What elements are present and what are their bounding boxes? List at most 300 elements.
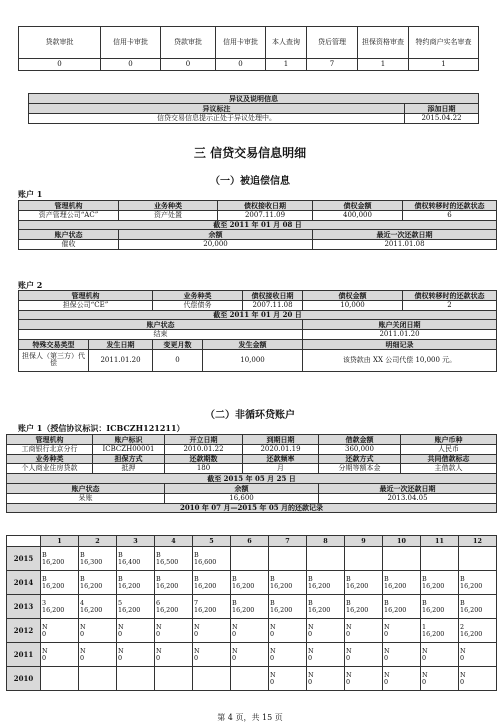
history-row — [7, 595, 497, 619]
col-header: 变更月数 — [153, 339, 203, 349]
history-amount: 16,200 — [384, 605, 407, 614]
cell: 资产处置 — [119, 210, 218, 220]
history-cell — [269, 619, 307, 643]
col-header: 最近一次还款日期 — [313, 230, 497, 240]
history-status: N — [270, 622, 276, 631]
history-cell — [307, 571, 345, 595]
history-cell — [117, 619, 155, 643]
approval-header: 特约商户实名审查 — [409, 27, 479, 59]
history-row — [7, 619, 497, 643]
col-header: 余额 — [165, 483, 319, 493]
year-label: 2015 — [7, 547, 41, 571]
history-status: N — [118, 646, 124, 655]
history-amount: 0 — [270, 629, 275, 638]
col-header: 借款金额 — [319, 435, 401, 445]
history-status: 3 — [42, 598, 47, 607]
cell: 担保人（第三方）代偿 — [19, 349, 89, 371]
cell: 2007.11.08 — [243, 300, 303, 310]
history-amount: 16,200 — [194, 605, 217, 614]
history-amount: 0 — [194, 653, 199, 662]
history-cell — [421, 571, 459, 595]
history-amount: 16,600 — [194, 557, 217, 566]
history-amount: 0 — [194, 629, 199, 638]
cell: 2007.11.09 — [218, 210, 313, 220]
month-header: 5 — [193, 536, 231, 547]
history-amount: 0 — [346, 677, 351, 686]
history-status: B — [308, 574, 313, 583]
history-cell — [383, 595, 421, 619]
query-summary-table — [18, 26, 479, 71]
history-cell — [269, 571, 307, 595]
history-cell — [193, 619, 231, 643]
history-status: N — [118, 622, 124, 631]
cell: 6 — [403, 210, 497, 220]
history-cell — [383, 619, 421, 643]
history-cell — [231, 547, 269, 571]
history-status: B — [346, 574, 351, 583]
cell: 人民币 — [401, 444, 497, 454]
history-amount: 16,200 — [460, 629, 483, 638]
repayment-history-table — [6, 535, 497, 691]
year-label: 2013 — [7, 595, 41, 619]
history-row — [7, 667, 497, 691]
approval-value: 0 — [101, 59, 161, 71]
history-status: B — [422, 574, 427, 583]
history-status: N — [346, 622, 352, 631]
history-cell — [155, 667, 193, 691]
history-cell — [307, 595, 345, 619]
history-amount: 16,200 — [156, 581, 179, 590]
history-cell — [231, 643, 269, 667]
history-cell — [383, 667, 421, 691]
month-header: 10 — [383, 536, 421, 547]
history-cell — [155, 571, 193, 595]
history-status: B — [194, 550, 199, 559]
history-amount: 0 — [42, 653, 47, 662]
col-header: 共同借款标志 — [401, 454, 497, 464]
objection-title: 异议及说明信息 — [29, 94, 479, 104]
history-cell — [383, 547, 421, 571]
approval-value: 0 — [19, 59, 101, 71]
history-cell — [41, 667, 79, 691]
month-header: 9 — [345, 536, 383, 547]
history-cell — [307, 547, 345, 571]
cell: 资产管理公司“AC” — [19, 210, 119, 220]
history-amount: 0 — [156, 653, 161, 662]
col-header: 账户状态 — [19, 320, 303, 330]
history-status: B — [156, 574, 161, 583]
history-amount: 16,200 — [118, 581, 141, 590]
history-cell — [155, 643, 193, 667]
history-amount: 16,200 — [42, 605, 65, 614]
history-status: N — [308, 670, 314, 679]
history-corner — [7, 536, 41, 547]
col-header: 账户状态 — [19, 230, 119, 240]
history-cell — [193, 643, 231, 667]
account-label: 账户 2 — [18, 280, 43, 290]
history-amount: 16,200 — [460, 581, 483, 590]
approval-header: 担保资格审查 — [358, 27, 409, 59]
col-header: 到期日期 — [243, 435, 319, 445]
history-status: B — [346, 598, 351, 607]
history-status: N — [270, 670, 276, 679]
loan-account-table — [6, 434, 497, 513]
history-amount: 16,300 — [80, 557, 103, 566]
history-amount: 16,200 — [346, 605, 369, 614]
history-cell — [193, 571, 231, 595]
history-amount: 0 — [384, 677, 389, 686]
col-header: 发生金额 — [203, 339, 303, 349]
history-amount: 0 — [42, 629, 47, 638]
history-cell — [345, 571, 383, 595]
history-row — [7, 547, 497, 571]
col-header: 还款方式 — [319, 454, 401, 464]
history-amount: 16,200 — [346, 581, 369, 590]
col-header: 债权接收日期 — [243, 291, 303, 301]
history-amount: 0 — [422, 677, 427, 686]
month-header: 8 — [307, 536, 345, 547]
account-label: 账户 1（授信协议标识：ICBCZH121211） — [18, 423, 185, 433]
col-header: 账户币种 — [401, 435, 497, 445]
page-footer: 第 4 页，共 15 页 — [217, 713, 283, 722]
history-status: 7 — [194, 598, 199, 607]
history-status: B — [156, 550, 161, 559]
cell: 20,000 — [119, 240, 313, 250]
approval-value: 0 — [216, 59, 266, 71]
history-cell — [79, 619, 117, 643]
history-status: B — [422, 598, 427, 607]
history-status: B — [270, 574, 275, 583]
history-amount: 0 — [308, 653, 313, 662]
history-status: N — [460, 670, 466, 679]
recovery-account-1-table — [18, 200, 497, 250]
history-status: N — [194, 646, 200, 655]
history-status: N — [460, 646, 466, 655]
history-amount: 0 — [270, 653, 275, 662]
history-amount: 16,200 — [232, 605, 255, 614]
history-amount: 16,200 — [422, 605, 445, 614]
approval-header: 贷款审批 — [161, 27, 216, 59]
history-cell — [421, 643, 459, 667]
history-amount: 0 — [118, 629, 123, 638]
cell: 180 — [165, 464, 243, 474]
history-cell — [459, 619, 497, 643]
history-status: B — [118, 550, 123, 559]
history-cell — [269, 595, 307, 619]
history-status: N — [232, 646, 238, 655]
history-status: 5 — [118, 598, 123, 607]
history-cell — [117, 643, 155, 667]
approval-value: 0 — [161, 59, 216, 71]
col-header: 特殊交易类型 — [19, 339, 89, 349]
history-cell — [269, 643, 307, 667]
month-header: 7 — [269, 536, 307, 547]
history-amount: 16,200 — [384, 581, 407, 590]
col-header: 管理机构 — [19, 291, 153, 301]
col-header: 最近一次还款日期 — [319, 483, 497, 493]
history-cell — [117, 595, 155, 619]
month-header: 12 — [459, 536, 497, 547]
col-header: 余额 — [119, 230, 313, 240]
history-cell — [307, 619, 345, 643]
col-header: 管理机构 — [7, 435, 93, 445]
approval-header: 贷后管理 — [307, 27, 358, 59]
cell: 工商银行北京分行 — [7, 444, 93, 454]
history-cell — [231, 619, 269, 643]
history-cell — [345, 619, 383, 643]
history-status: B — [194, 574, 199, 583]
approval-value: 7 — [307, 59, 358, 71]
year-label: 2014 — [7, 571, 41, 595]
cell: 呆账 — [7, 493, 165, 503]
history-amount: 0 — [156, 629, 161, 638]
cell: 该贷款由 XX 公司代偿 10,000 元。 — [303, 349, 497, 371]
col-header: 业务种类 — [153, 291, 243, 301]
objection-text: 信贷交易信息提示正处于异议处理中。 — [29, 114, 405, 124]
history-cell — [193, 667, 231, 691]
history-amount: 16,200 — [42, 557, 65, 566]
year-label: 2011 — [7, 643, 41, 667]
history-status: B — [460, 598, 465, 607]
history-amount: 16,200 — [308, 605, 331, 614]
col-header: 账户标识 — [93, 435, 165, 445]
history-amount: 0 — [422, 653, 427, 662]
history-status: N — [384, 670, 390, 679]
history-cell — [79, 667, 117, 691]
history-cell — [117, 571, 155, 595]
year-label: 2010 — [7, 667, 41, 691]
objection-table — [28, 93, 479, 124]
history-cell — [117, 547, 155, 571]
col-header: 账户状态 — [7, 483, 165, 493]
recovery-account-2-table — [18, 290, 497, 372]
objection-date: 2015.04.22 — [405, 114, 479, 124]
history-amount: 16,200 — [232, 581, 255, 590]
col-header: 债权金额 — [303, 291, 403, 301]
cell: 分期等额本金 — [319, 464, 401, 474]
history-amount: 16,200 — [156, 605, 179, 614]
history-amount: 16,200 — [42, 581, 65, 590]
cell: 担保公司“CE” — [19, 300, 153, 310]
history-cell — [269, 667, 307, 691]
history-cell — [79, 595, 117, 619]
history-amount: 0 — [346, 653, 351, 662]
history-amount: 16,200 — [422, 581, 445, 590]
history-row — [7, 643, 497, 667]
history-status: B — [232, 598, 237, 607]
history-cell — [193, 595, 231, 619]
history-status: N — [384, 622, 390, 631]
history-cell — [345, 643, 383, 667]
cell: 2011.01.20 — [303, 330, 497, 340]
as-of-date: 截至 2015 年 05 月 25 日 — [7, 474, 497, 484]
approval-value: 1 — [358, 59, 409, 71]
history-cell — [307, 643, 345, 667]
history-cell — [345, 595, 383, 619]
year-label: 2012 — [7, 619, 41, 643]
history-cell — [345, 547, 383, 571]
cell: 催收 — [19, 240, 119, 250]
history-status: N — [156, 646, 162, 655]
history-status: B — [384, 598, 389, 607]
history-status: B — [460, 574, 465, 583]
history-cell — [383, 571, 421, 595]
cell: 400,000 — [313, 210, 403, 220]
history-amount: 16,200 — [118, 605, 141, 614]
history-cell — [231, 595, 269, 619]
col-header: 还款期数 — [165, 454, 243, 464]
history-cell — [459, 547, 497, 571]
col-header: 债权转移时的还款状态 — [403, 291, 497, 301]
approval-value: 1 — [266, 59, 307, 71]
history-amount: 16,200 — [422, 629, 445, 638]
approval-header: 信用卡审批 — [216, 27, 266, 59]
cell: 2 — [403, 300, 497, 310]
cell: 0 — [153, 349, 203, 371]
cell: 个人商业住房贷款 — [7, 464, 93, 474]
cell: 月 — [243, 464, 319, 474]
col-header: 还款频率 — [243, 454, 319, 464]
col-header: 管理机构 — [19, 201, 119, 211]
history-status: N — [346, 646, 352, 655]
history-cell — [459, 595, 497, 619]
history-cell — [41, 571, 79, 595]
objection-col-date: 添加日期 — [405, 104, 479, 114]
history-amount: 0 — [346, 629, 351, 638]
history-amount: 16,200 — [460, 605, 483, 614]
history-title: 2010 年 07 月—2015 年 05 月的还款记录 — [7, 503, 497, 513]
history-status: B — [80, 550, 85, 559]
history-status: N — [422, 646, 428, 655]
cell: 16,600 — [165, 493, 319, 503]
history-cell — [193, 547, 231, 571]
history-status: B — [232, 574, 237, 583]
month-header: 4 — [155, 536, 193, 547]
history-status: N — [270, 646, 276, 655]
history-status: N — [80, 646, 86, 655]
month-header: 11 — [421, 536, 459, 547]
approval-header: 信用卡审批 — [101, 27, 161, 59]
history-cell — [155, 595, 193, 619]
as-of-date: 截至 2011 年 01 月 20 日 — [19, 310, 497, 320]
history-cell — [421, 547, 459, 571]
col-header: 担保方式 — [93, 454, 165, 464]
objection-col-label: 异议标注 — [29, 104, 405, 114]
history-status: N — [42, 646, 48, 655]
history-amount: 0 — [460, 677, 465, 686]
subsection-title: （二）非循环贷账户 — [205, 410, 295, 421]
as-of-date: 截至 2011 年 01 月 08 日 — [19, 220, 497, 230]
history-amount: 0 — [270, 677, 275, 686]
cell: 结束 — [19, 330, 303, 340]
history-status: N — [308, 622, 314, 631]
history-row — [7, 571, 497, 595]
col-header: 业务种类 — [119, 201, 218, 211]
month-header: 3 — [117, 536, 155, 547]
history-status: 4 — [80, 598, 85, 607]
subsection-title: （一）被追偿信息 — [210, 176, 290, 187]
cell: 360,000 — [319, 444, 401, 454]
history-amount: 16,200 — [270, 581, 293, 590]
history-cell — [383, 643, 421, 667]
cell: 代偿债务 — [153, 300, 243, 310]
history-status: B — [42, 550, 47, 559]
cell: 抵押 — [93, 464, 165, 474]
history-cell — [269, 547, 307, 571]
history-cell — [79, 643, 117, 667]
history-status: B — [118, 574, 123, 583]
history-amount: 16,200 — [270, 605, 293, 614]
history-status: 1 — [422, 622, 427, 631]
col-header: 债权金额 — [313, 201, 403, 211]
cell: 2011.01.20 — [89, 349, 153, 371]
col-header: 开立日期 — [165, 435, 243, 445]
history-amount: 16,200 — [80, 581, 103, 590]
history-cell — [459, 667, 497, 691]
history-cell — [41, 643, 79, 667]
history-amount: 16,500 — [156, 557, 179, 566]
history-amount: 0 — [232, 653, 237, 662]
col-header: 账户关闭日期 — [303, 320, 497, 330]
history-cell — [155, 547, 193, 571]
history-cell — [79, 547, 117, 571]
history-status: B — [42, 574, 47, 583]
history-amount: 16,200 — [308, 581, 331, 590]
history-cell — [155, 619, 193, 643]
history-status: N — [42, 622, 48, 631]
history-status: N — [308, 646, 314, 655]
approval-header: 本人查询 — [266, 27, 307, 59]
history-cell — [231, 667, 269, 691]
history-status: B — [308, 598, 313, 607]
history-status: B — [384, 574, 389, 583]
history-cell — [345, 667, 383, 691]
history-cell — [117, 667, 155, 691]
history-amount: 16,200 — [194, 581, 217, 590]
history-amount: 0 — [80, 629, 85, 638]
history-amount: 0 — [384, 653, 389, 662]
cell: 2010.01.22 — [165, 444, 243, 454]
account-label: 账户 1 — [18, 189, 43, 199]
history-amount: 0 — [308, 677, 313, 686]
history-amount: 0 — [80, 653, 85, 662]
history-amount: 0 — [460, 653, 465, 662]
cell: 10,000 — [203, 349, 303, 371]
history-status: B — [270, 598, 275, 607]
month-header: 1 — [41, 536, 79, 547]
history-cell — [459, 643, 497, 667]
history-status: 6 — [156, 598, 161, 607]
cell: 2011.01.08 — [313, 240, 497, 250]
history-cell — [421, 667, 459, 691]
history-status: N — [346, 670, 352, 679]
history-status: N — [422, 670, 428, 679]
history-status: N — [194, 622, 200, 631]
col-header: 债权转移时的还款状态 — [403, 201, 497, 211]
section-title: 三 信贷交易信息明细 — [193, 146, 307, 160]
col-header: 明细记录 — [303, 339, 497, 349]
col-header: 债权接收日期 — [218, 201, 313, 211]
history-cell — [41, 547, 79, 571]
cell: ICBCZH00001 — [93, 444, 165, 454]
history-amount: 0 — [308, 629, 313, 638]
history-amount: 0 — [232, 629, 237, 638]
history-status: 2 — [460, 622, 465, 631]
history-amount: 16,200 — [80, 605, 103, 614]
history-status: B — [80, 574, 85, 583]
history-status: N — [384, 646, 390, 655]
history-status: N — [156, 622, 162, 631]
